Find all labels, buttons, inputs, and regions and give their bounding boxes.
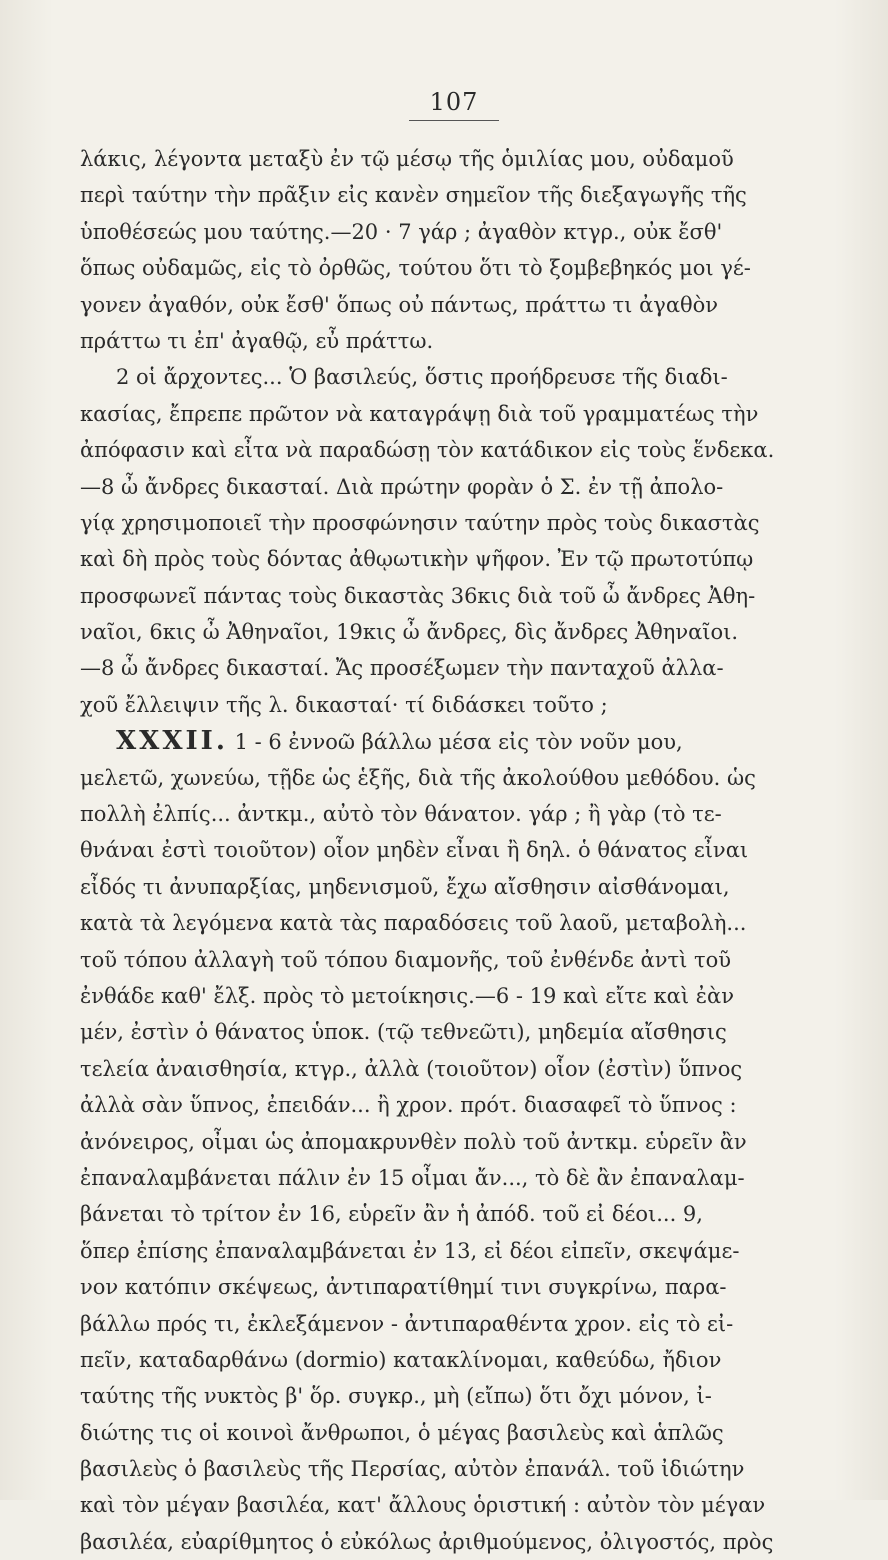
text-line: θνάναι ἐστὶ τοιοῦτον) οἷον μηδὲν εἶναι ἢ δηλ. ὁ θάνατος εἶναι [80,838,749,863]
text-line: μέν, ἐστὶν ὁ θάνατος ὑποκ. (τῷ τεθνεῶτι), μηδεμία αἴσθησις [80,1020,727,1045]
text-line: ὅπερ ἐπίσης ἐπαναλαμβάνεται ἐν 13, εἰ δέοι εἰπεῖν, σκεψάμε- [80,1238,740,1263]
text-line: βασιλεὺς ὁ βασιλεὺς τῆς Περσίας, αὐτὸν ἐπανάλ. τοῦ ἰδιώτην [80,1457,745,1482]
text-line: καὶ δὴ πρὸς τοὺς δόντας ἀθῳωτικὴν ψῆφον. Ἐν τῷ πρωτοτύπῳ [80,547,754,572]
text-line: κατὰ τὰ λεγόμενα κατὰ τὰς παραδόσεις τοῦ λαοῦ, μεταβολὴ... [80,911,747,936]
text-line: ναῖοι, 6κις ὦ Ἀθηναῖοι, 19κις ὦ ἄνδρες, δὶς ἄνδρες Ἀθηναῖοι. [80,620,739,645]
text-line: πολλὴ ἐλπίς... ἀντκμ., αὐτὸ τὸν θάνατον. γάρ ; ἢ γὰρ (τὸ τε- [80,802,722,827]
text-line: περὶ ταύτην τὴν πρᾶξιν εἰς κανὲν σημεῖον τῆς διεξαγωγῆς τῆς [80,183,747,208]
text-line: τελεία ἀναισθησία, κτγρ., ἀλλὰ (τοιοῦτον) οἷον (ἐστὶν) ὕπνος [80,1056,743,1081]
text-line: προσφωνεῖ πάντας τοὺς δικαστὰς 36κις διὰ τοῦ ὦ ἄνδρες Ἀθη- [80,583,756,608]
text-line: κασίας, ἔπρεπε πρῶτον νὰ καταγράψῃ διὰ τοῦ γραμματέως τὴν [80,401,759,426]
text-line: ἀλλὰ σὰν ὕπνος, ἐπειδάν... ἢ χρον. πρότ. διασαφεῖ τὸ ὕπνος : [80,1093,737,1118]
text-line: —8 ὦ ἄνδρες δικασταί. Διὰ πρώτην φορὰν ὁ Σ. ἐν τῇ ἀπολο- [80,474,724,499]
text-line: —8 ὦ ἄνδρες δικασταί. Ἄς προσέξωμεν τὴν πανταχοῦ ἀλλα- [80,656,724,681]
text-line: γονεν ἀγαθόν, οὐκ ἔσθ' ὅπως οὐ πάντως, πράττω τι ἀγαθὸν [80,292,719,317]
text-line: ὅπως οὐδαμῶς, εἰς τὸ ὀρθῶς, τούτου ὅτι τὸ ξομβεβηκός μοι γέ- [80,256,751,281]
text-line: ἐνθάδε καθ' ἔλξ. πρὸς τὸ μετοίκησις.—6 - 19 καὶ εἴτε καὶ ἐὰν [80,983,734,1008]
page-number: 107 [429,88,479,116]
text-line: χοῦ ἔλλειψιν τῆς λ. δικασταί· τί διδάσκει τοῦτο ; [80,692,608,717]
text-line: ἀνόνειρος, οἶμαι ὡς ἀπομακρυνθὲν πολὺ τοῦ ἀντκμ. εὑρεῖν ἂν [80,1129,747,1154]
section-heading-line: XXXII. 1 - 6 ἐννοῶ βάλλω μέσα εἰς τὸν νοῦν μου, [116,726,683,757]
text-line: βάλλω πρός τι, ἐκλεξάμενον - ἀντιπαραθέντα χρον. εἰς τὸ εἰ- [80,1311,734,1336]
text-line: ὑποθέσεώς μου ταύτης.—20 · 7 γάρ ; ἀγαθὸν κτγρ., οὐκ ἔσθ' [80,219,723,244]
text-line: διώτης τις οἱ κοινοὶ ἄνθρωποι, ὁ μέγας βασιλεὺς καὶ ἁπλῶς [80,1420,724,1445]
text-line: καὶ τὸν μέγαν βασιλέα, κατ' ἄλλους ὁριστική : αὐτὸν τὸν μέγαν [80,1493,766,1518]
commentary-text [80,141,828,1560]
text-line: ταύτης τῆς νυκτὸς β' ὅρ. συγκρ., μὴ (εἴπω) ὅτι ὄχι μόνον, ἰ- [80,1384,712,1409]
text-line: 2 οἱ ἄρχοντες... Ὁ βασιλεύς, ὅστις προήδρευσε τῆς διαδι- [116,365,728,390]
text-line: γίᾳ χρησιμοποιεῖ τὴν προσφώνησιν ταύτην πρὸς τοὺς δικαστὰς [80,510,760,535]
text-line: βάνεται τὸ τρίτον ἐν 16, εὑρεῖν ἂν ἡ ἀπόδ. τοῦ εἰ δέοι... 9, [80,1202,703,1227]
text-line: νον κατόπιν σκέψεως, ἀντιπαρατίθημί τινι συγκρίνω, παρα- [80,1275,727,1300]
text-line: πράττω τι ἐπ' ἀγαθῷ, εὖ πράττω. [80,328,434,353]
text-line: τοῦ τόπου ἀλλαγὴ τοῦ τόπου διαμονῆς, τοῦ ἐνθένδε ἀντὶ τοῦ [80,947,732,972]
header-rule [409,120,499,121]
text-line: ἐπαναλαμβάνεται πάλιν ἐν 15 οἶμαι ἄν..., τὸ δὲ ἂν ἐπαναλαμ- [80,1165,745,1190]
text-line: εἶδός τι ἀνυπαρξίας, μηδενισμοῦ, ἔχω αἴσθησιν αἰσθάνομαι, [80,874,730,899]
text-line: πεῖν, καταδαρθάνω (dormio) κατακλίνομαι, καθεύδω, ἤδιον [80,1347,722,1372]
text-line: μελετῶ, χωνεύω, τῇδε ὡς ἑξῆς, διὰ τῆς ἀκολούθου μεθόδου. ὡς [80,765,756,790]
text-line: λάκις, λέγοντα μεταξὺ ἐν τῷ μέσῳ τῆς ὁμιλίας μου, οὐδαμοῦ [80,147,734,171]
text-line: βασιλέα, εὐαρίθμητος ὁ εὐκόλως ἀριθμούμενος, ὀλιγοστός, πρὸς [80,1529,774,1554]
text-line: ἀπόφασιν καὶ εἶτα νὰ παραδώσῃ τὸν κατάδικον εἰς τοὺς ἕνδεκα. [80,438,775,463]
